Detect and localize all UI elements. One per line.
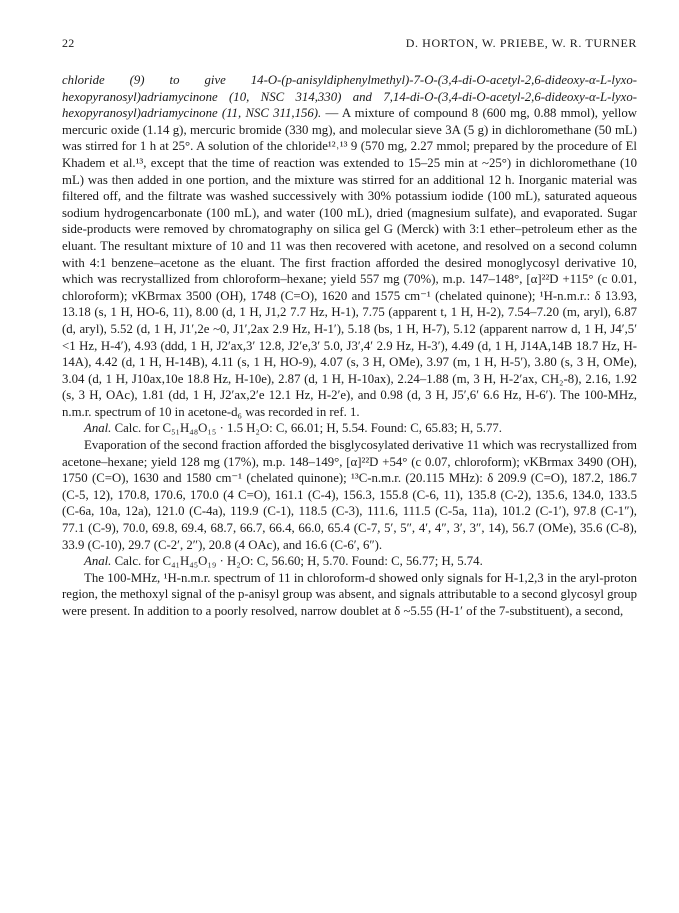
analysis-text: Calc. for C₅₁H₄₈O₁₅ · 1.5 H₂O: C, 66.01; H, 5.54. Found: C, 65.83; H, 5.77. [111, 421, 502, 436]
analysis-label: Anal. [84, 554, 112, 569]
running-head-authors: D. HORTON, W. PRIEBE, W. R. TURNER [405, 36, 637, 50]
paragraph-analysis-10 [62, 420, 637, 437]
procedure-text: — A mixture of compound 8 (600 mg, 0.88 mmol), yellow mercuric oxide (1.14 g), mercuric bromide (330 mg), and molecular sieve 3A (5 g) in dichloromethane (50 mL) was stirred for 1 h at 25°. A solution of the chloride¹²˒¹³ 9 (570 mg, 2.27 mmol; prepared by the procedure of El Khadem et al.¹³, except that the time of reaction was extended to 15–25 min at ~25°) in dichloromethane (10 mL) was then added in one portion, and the mixture was stirred for an additional 12 h. Inorganic material was filtered off, and the filtrate was washed successively with 30% potassium iodide (100 mL), saturated aqueous sodium hydrogencarbonate (100 mL), and water (100 mL), dried (magnesium sulfate), and evaporated. Sugar side-products were removed by chromatography on silica gel G (Merck) with 3:1 ether–petroleum ether as the eluant. The resultant mixture of 10 and 11 was then recovered with acetone, and resolved on a second column with 4:1 benzene–acetone as the eluant. The first fraction afforded the desired monoglycosyl derivative 10, which was recrystallized from chloroform–hexane; yield 557 mg (70%), m.p. 147–148°, [α]²²D +115° (c 0.01, chloroform); νKBrmax 3500 (OH), 1748 (C=O), 1620 and 1575 cm⁻¹ (chelated quinone); ¹H-n.m.r.: δ 13.93, 13.18 (s, 1 H, HO-6, 11), 8.00 (d, 1 H, J1,2 7.7 Hz, H-1), 7.75 (apparent t, 1 H, H-2), 7.54–7.20 (m, aryl), 6.87 (d, aryl), 5.52 (d, 1 H, J1′,2e ~0, J1′,2ax 2.9 Hz, H-1′), 5.18 (bs, 1 H, H-7), 5.12 (apparent narrow d, 1 H, J4′,5′ <1 Hz, H-4′), 4.93 (ddd, 1 H, J2′ax,3′ 12.8, J2′e,3′ 5.0, J3′,4′ 2.9 Hz, H-3′), 4.49 (d, 1 H, J14A,14B 18.7 Hz, H-14A), 4.42 (d, 1 H, H-14B), 4.11 (s, 1 H, HO-9), 4.07 (s, 3 H, OMe), 3.97 (m, 1 H, H-5′), 3.80 (s, 3 H, OMe), 3.04 (d, 1 H, J10ax,10e 18.8 Hz, H-10e), 2.87 (d, 1 H, H-10ax), 2.24–1.88 (m, 3 H, H-2′ax, CH₂-8), 2.16, 1.92 (s, 3 H, OAc), 1.81 (dd, 1 H, J2′ax,2′e 12.1 Hz, H-2′e), and 0.98 (d, 3 H, J5′,6′ 6.6 Hz, H-6′). The 100-MHz, n.m.r. spectrum of 10 in acetone-d₆ was recorded in ref. 1. [62, 106, 637, 419]
running-header [62, 36, 637, 72]
paragraph-nmr-discussion [62, 570, 637, 620]
nmr-discussion-text: The 100-MHz, ¹H-n.m.r. spectrum of 11 in chloroform-d showed only signals for H-1,2,3 in the aryl-proton region, the methoxyl signal of the p-anisyl group was absent, and signals attributable to a second glycosyl group were present. In addition to a poorly resolved, narrow doublet at δ ~5.55 (H-1′ of the 7-substituent), a second, [62, 570, 637, 618]
journal-page [62, 36, 637, 906]
paragraph-experimental-procedure [62, 72, 637, 420]
procedure-title: chloride (9) to give 14-O-(p-anisyldiphenylmethyl)-7-O-(3,4-di-O-acetyl-2,6-dideoxy-α-L-lyxo-hexopyranosyl)adriamycinone (10, NSC 314,330) and 7,14-di-O-(3,4-di-O-acetyl-2,6-dideoxy-α-L-lyxo-hexopyranosyl)adriamycinone (11, NSC 311,156). [62, 73, 637, 121]
page-number: 22 [62, 36, 75, 50]
analysis-text: Calc. for C₄₁H₄₅O₁₉ · H₂O: C, 56.60; H, 5.70. Found: C, 56.77; H, 5.74. [111, 554, 483, 569]
analysis-label: Anal. [84, 421, 112, 436]
paragraph-second-fraction [62, 437, 637, 553]
body-text [62, 72, 637, 620]
paragraph-analysis-11 [62, 553, 637, 570]
second-fraction-text: Evaporation of the second fraction afforded the bisglycosylated derivative 11 which was recrystallized from acetone–hexane; yield 128 mg (17%), m.p. 148–149°, [α]²²D +54° (c 0.07, chloroform); νKBrmax 3490 (OH), 1750 (C=O), 1630 and 1580 cm⁻¹ (chelated quinone); ¹³C-n.m.r. (20.115 MHz): δ 209.9 (C=O), 187.2, 186.7 (C-5, 12), 170.8, 170.6, 170.0 (4 C=O), 161.1 (C-4), 156.3, 155.8 (C-6, 11), 135.8 (C-2), 135.6, 134.0, 133.5 (C-6a, 10a, 12a), 121.0 (C-4a), 119.9 (C-1), 118.5 (C-3), 111.6, 111.5 (C-5a, 11a), 101.2 (C-1′), 97.8 (C-1″), 77.1 (C-9), 70.0, 69.8, 69.4, 68.7, 66.7, 66.4, 66.0, 65.4 (C-7, 5′, 5″, 4′, 4″, 3′, 3″, 14), 56.7 (OMe), 35.6 (C-8), 33.9 (C-10), 29.7 (C-2′, 2″), 20.8 (4 OAc), and 16.6 (C-6′, 6″). [62, 438, 637, 552]
